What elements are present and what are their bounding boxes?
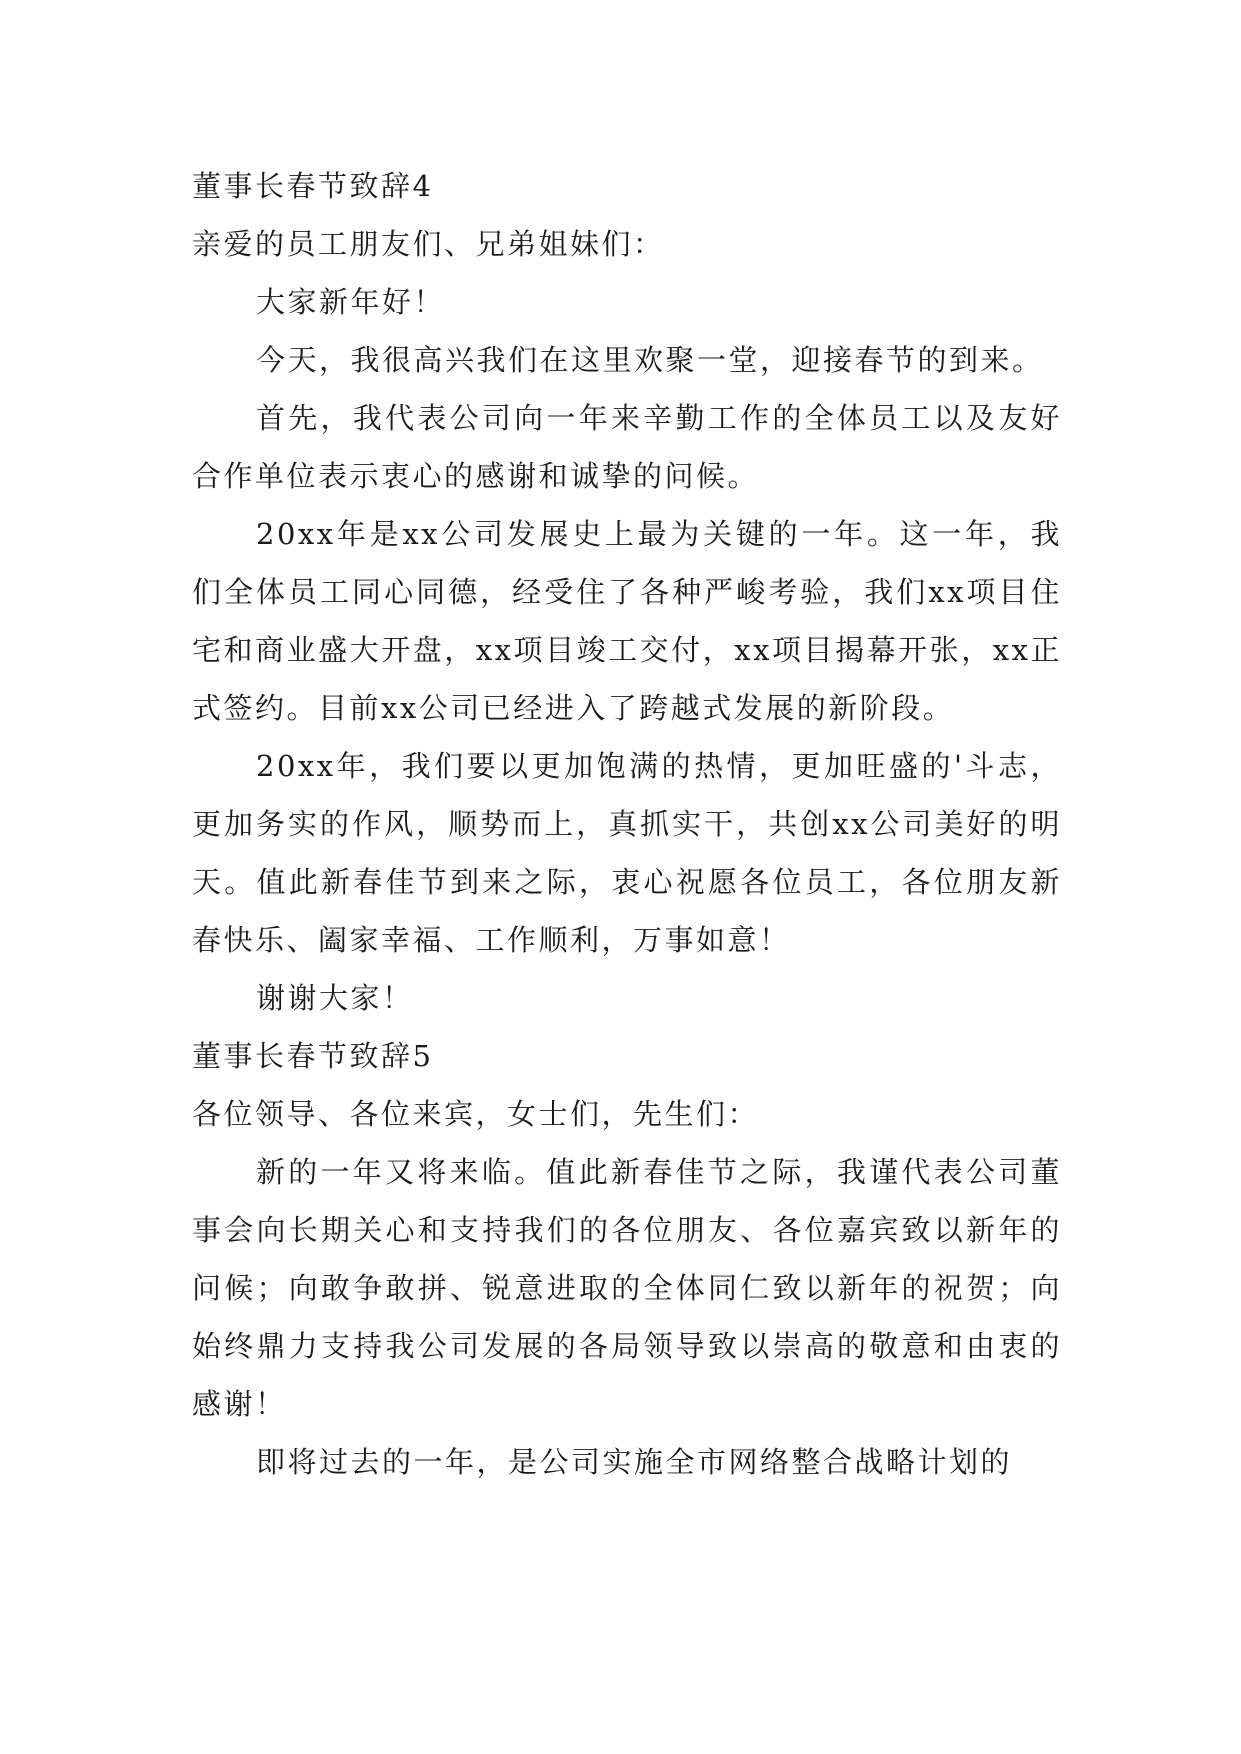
paragraph: 20xx年，我们要以更加饱满的热情，更加旺盛的'斗志，更加务实的作风，顺势而上，真抓实干，共创xx公司美好的明天。值此新春佳节到来之际，衷心祝愿各位员工，各位朋友新春快乐、阖家幸福、工作顺利，万事如意！	[192, 749, 1062, 957]
salutation: 各位领导、各位来宾，女士们，先生们：	[192, 1097, 760, 1131]
paragraph: 首先，我代表公司向一年来辛勤工作的全体员工以及友好合作单位表示衷心的感谢和诚挚的问候。	[192, 401, 1062, 493]
speech-section-4	[192, 157, 1062, 1027]
section-title: 董事长春节致辞4	[192, 169, 434, 203]
document-page	[192, 157, 1062, 1491]
paragraph: 20xx年是xx公司发展史上最为关键的一年。这一年，我们全体员工同心同德，经受住了各种严峻考验，我们xx项目住宅和商业盛大开盘，xx项目竣工交付，xx项目揭幕开张，xx正式签约。目前xx公司已经进入了跨越式发展的新阶段。	[192, 517, 1062, 725]
paragraph: 大家新年好！	[256, 285, 446, 319]
paragraph: 即将过去的一年，是公司实施全市网络整合战略计划的	[256, 1445, 1013, 1479]
paragraph: 谢谢大家！	[256, 981, 414, 1015]
paragraph: 今天，我很高兴我们在这里欢聚一堂，迎接春节的到来。	[256, 343, 1044, 377]
salutation: 亲爱的员工朋友们、兄弟姐妹们：	[192, 227, 665, 261]
speech-section-5	[192, 1027, 1062, 1491]
paragraph: 新的一年又将来临。值此新春佳节之际，我谨代表公司董事会向长期关心和支持我们的各位朋友、各位嘉宾致以新年的问候；向敢争敢拼、锐意进取的全体同仁致以新年的祝贺；向始终鼎力支持我公司发展的各局领导致以崇高的敬意和由衷的感谢！	[192, 1155, 1062, 1421]
section-title: 董事长春节致辞5	[192, 1039, 434, 1073]
